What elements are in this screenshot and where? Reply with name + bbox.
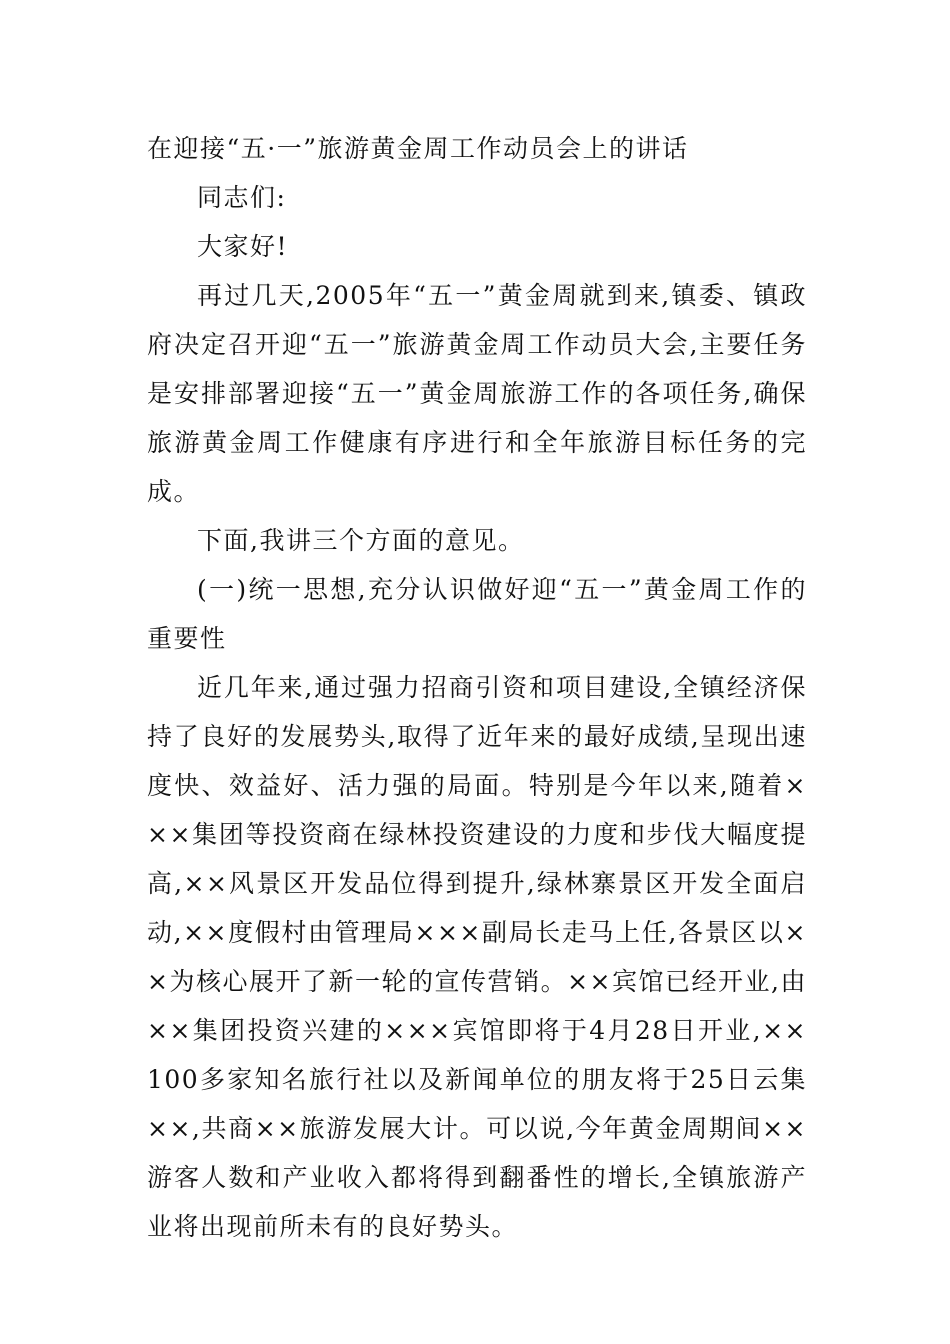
salutation: 同志们: <box>197 183 287 212</box>
document-title: 在迎接“五·一”旅游黄金周工作动员会上的讲话 <box>147 134 689 163</box>
outline-paragraph: 下面,我讲三个方面的意见。 <box>197 526 525 555</box>
section-heading: (一)统一思想,充分认识做好迎“五一”黄金周工作的重要性 <box>147 575 807 653</box>
intro-paragraph: 再过几天,2005年“五一”黄金周就到来,镇委、镇政府决定召开迎“五一”旅游黄金周工作动员大会,主要任务是安排部署迎接“五一”黄金周旅游工作的各项任务,确保旅游黄金周工作健康有序进行和全年旅游目标任务的完成。 <box>147 281 807 506</box>
body-paragraph: 近几年来,通过强力招商引资和项目建设,全镇经济保持了良好的发展势头,取得了近年来的最好成绩,呈现出速度快、效益好、活力强的局面。特别是今年以来,随着×××集团等投资商在绿林投资建设的力度和步伐大幅度提高,××风景区开发品位得到提升,绿林寨景区开发全面启动,××度假村由管理局×××副局长走马上任,各景区以××为核心展开了新一轮的宣传营销。××宾馆已经开业,由××集团投资兴建的×××宾馆即将于4月28日开业,××100多家知名旅行社以及新闻单位的朋友将于25日云集××,共商××旅游发展大计。可以说,今年黄金周期间××游客人数和产业收入都将得到翻番性的增长,全镇旅游产业将出现前所未有的良好势头。 <box>147 673 807 1241</box>
greeting: 大家好! <box>197 232 289 261</box>
document-body <box>147 124 807 1251</box>
